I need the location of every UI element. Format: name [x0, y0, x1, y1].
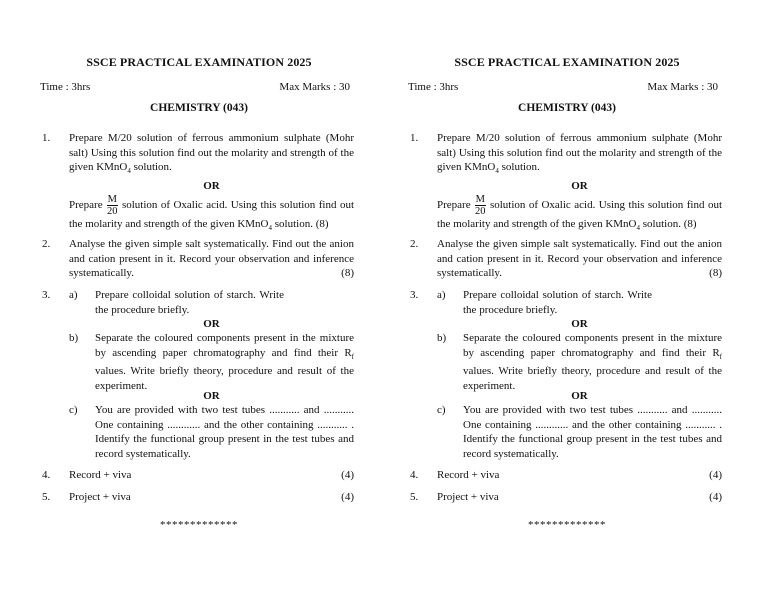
max-marks-label: Max Marks : 30: [279, 81, 350, 93]
question-number: 2.: [42, 238, 51, 250]
marks-label: (4): [341, 491, 354, 503]
question-number: 3.: [42, 289, 51, 301]
or-label: OR: [203, 318, 220, 330]
subject-heading: CHEMISTRY (043): [150, 102, 248, 114]
question-text: Prepare M/20 solution of ferrous ammonium sulphate (Mohr salt) Using this solution find out the molarity and strength of the given KMnO$_4$ solution.: [69, 132, 354, 176]
question-text: Record + viva: [69, 469, 132, 481]
question-text: Project + viva: [437, 491, 499, 503]
fraction-m-20: $\frac{M}{20}$: [107, 194, 118, 218]
exam-title: SSCE PRACTICAL EXAMINATION 2025: [454, 55, 680, 69]
alternative-text: Prepare $\frac{M}{20}$ solution of Oxalic acid. Using this solution find out the molarity and strength of the given KMnO$_4$ solution. (8): [69, 194, 354, 233]
marks-label: (8): [341, 267, 354, 279]
or-label: OR: [203, 390, 220, 402]
question-body: [69, 131, 354, 236]
end-stars: *************: [160, 519, 238, 531]
question-text: Project + viva: [69, 491, 131, 503]
marks-label: (4): [709, 469, 722, 481]
marks-label: (4): [709, 491, 722, 503]
time-row: [40, 80, 358, 95]
subject-heading: CHEMISTRY (043): [518, 102, 616, 114]
or-label: OR: [571, 390, 588, 402]
question-text: Record + viva: [437, 469, 500, 481]
or-label: OR: [571, 179, 588, 192]
time-label: Time : 3hrs: [40, 81, 91, 93]
question-number: 2.: [410, 238, 419, 250]
question-number: 1.: [42, 132, 51, 144]
question-text: Analyse the given simple salt systematically. Find out the anion and cation present in it. Record your observation and inference systematically.: [69, 238, 354, 279]
or-label: OR: [571, 318, 588, 330]
marks-label: (8): [709, 267, 722, 279]
max-marks-label: Max Marks : 30: [647, 81, 718, 93]
question-text: Prepare M/20 solution of ferrous ammonium sulphate (Mohr salt) Using this solution find out the molarity and strength of the given KMnO$_4$ solution.: [437, 132, 722, 176]
question-body: [437, 237, 722, 281]
question-number: 1.: [410, 132, 419, 144]
marks-label: (4): [341, 469, 354, 481]
time-row: [408, 80, 726, 95]
or-label: OR: [203, 179, 220, 192]
exam-title: SSCE PRACTICAL EXAMINATION 2025: [86, 55, 312, 69]
question-body: [437, 131, 722, 236]
question-text: Analyse the given simple salt systematically. Find out the anion and cation present in it. Record your observation and inference systematically.: [437, 238, 722, 279]
question-number: 3.: [410, 289, 419, 301]
end-stars: *************: [528, 519, 606, 531]
fraction-m-20: $\frac{M}{20}$: [475, 194, 486, 218]
time-label: Time : 3hrs: [408, 81, 459, 93]
alternative-text: Prepare $\frac{M}{20}$ solution of Oxalic acid. Using this solution find out the molarity and strength of the given KMnO$_4$ solution. (8): [437, 194, 722, 233]
question-body: [69, 237, 354, 281]
